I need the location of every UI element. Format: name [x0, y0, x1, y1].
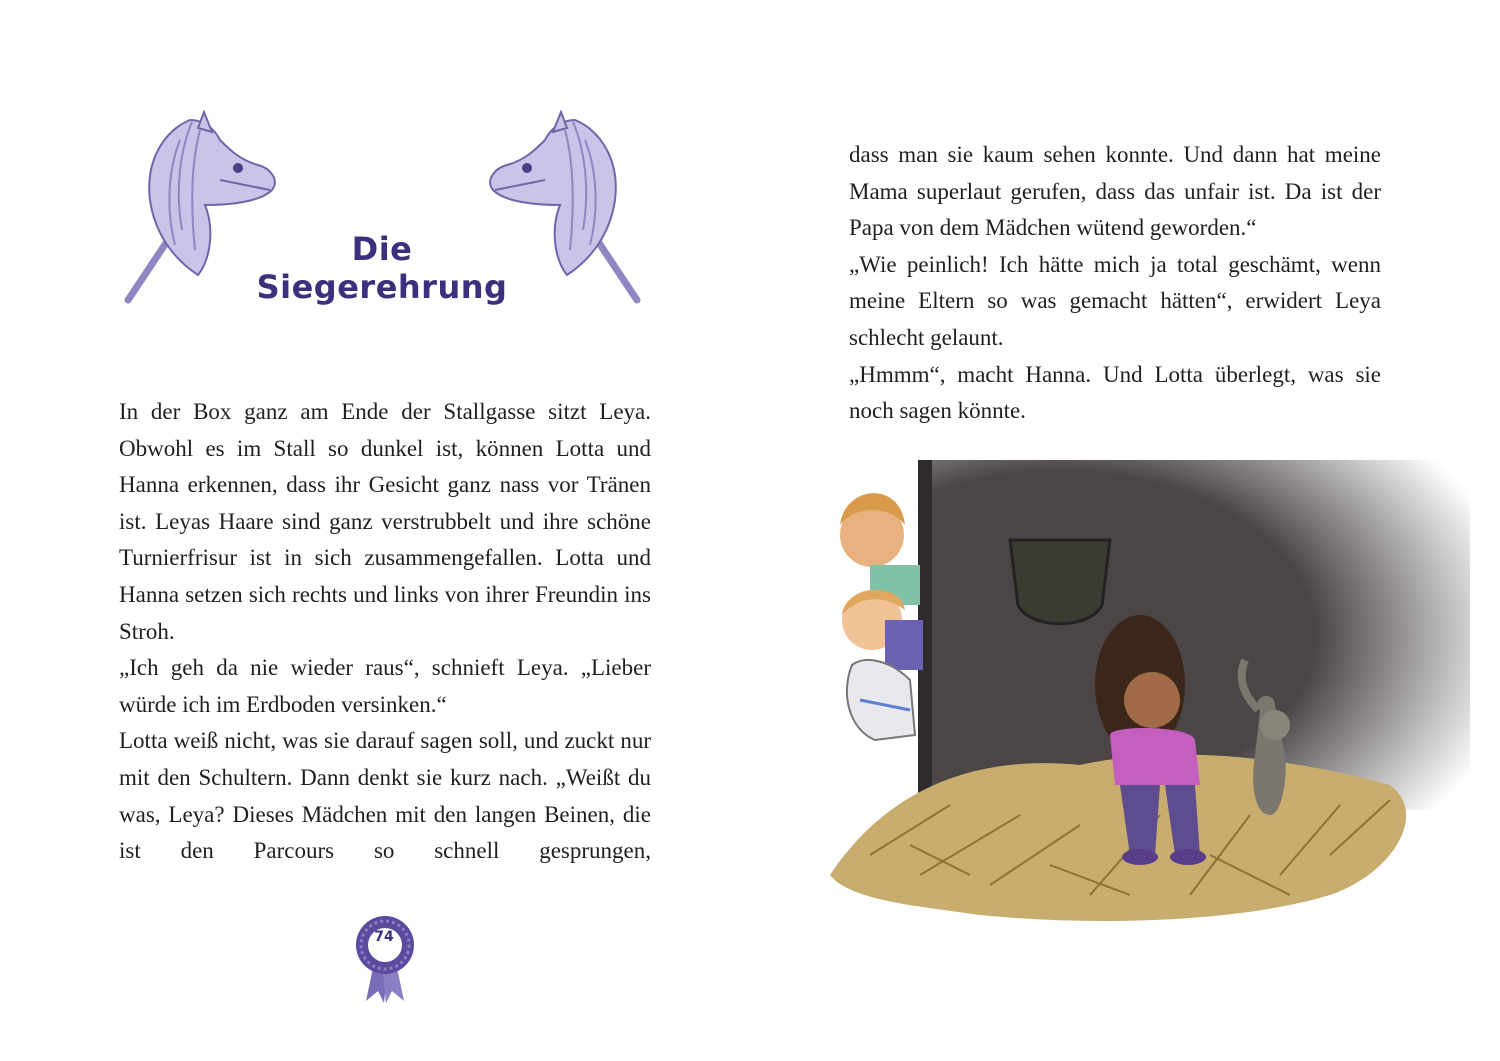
left-body-text — [119, 394, 651, 870]
page-number-badge — [352, 915, 418, 1005]
chapter-title: Die Siegerehrung — [256, 230, 508, 306]
stable-illustration — [830, 455, 1470, 935]
paragraph: „Ich geh da nie wieder raus“, schnieft Leya. „Lieber würde ich im Erdboden versinken.“ — [119, 655, 651, 717]
leya-shirt — [1110, 728, 1200, 785]
paragraph: „Hmmm“, macht Hanna. Und Lotta überlegt, was sie noch sagen könnte. — [849, 361, 1381, 424]
paragraph: Lotta weiß nicht, was sie darauf sagen soll, und zuckt nur mit den Schultern. Dann denkt sie kurz nach. „Weißt du was, Leya? Dieses Mädchen mit den langen Beinen, die ist den Parcours so schnell gesprungen, — [119, 728, 651, 864]
paragraph: „Wie peinlich! Ich hätte mich ja total geschämt, wenn meine Eltern so was gemacht hätten“, erwidert Leya schlecht gelaunt. — [849, 251, 1381, 350]
feed-bag — [1010, 540, 1110, 624]
right-page — [750, 0, 1500, 1061]
page-number: 74 — [374, 929, 394, 945]
hobby-horse-icon — [475, 110, 645, 310]
paragraph: In der Box ganz am Ende der Stallgasse sitzt Leya. Obwohl es im Stall so dunkel ist, können Lotta und Hanna erkennen, dass ihr Gesicht ganz nass vor Tränen ist. Leyas Haare sind ganz verstrubbelt und ihre schöne Turnierfrisur ist in sich zusammengefallen. Lotta und Hanna setzen sich rechts und links von ihrer Freundin ins Stroh. — [119, 399, 651, 644]
chapter-header — [120, 110, 640, 310]
right-body-text — [849, 137, 1381, 430]
leya-face — [1124, 672, 1180, 728]
paragraph: dass man sie kaum sehen konnte. Und dann hat meine Mama superlaut gerufen, dass das unfair ist. Da ist der Papa von dem Mädchen wütend geworden.“ — [849, 142, 1381, 241]
hobby-horse-head — [847, 660, 915, 740]
